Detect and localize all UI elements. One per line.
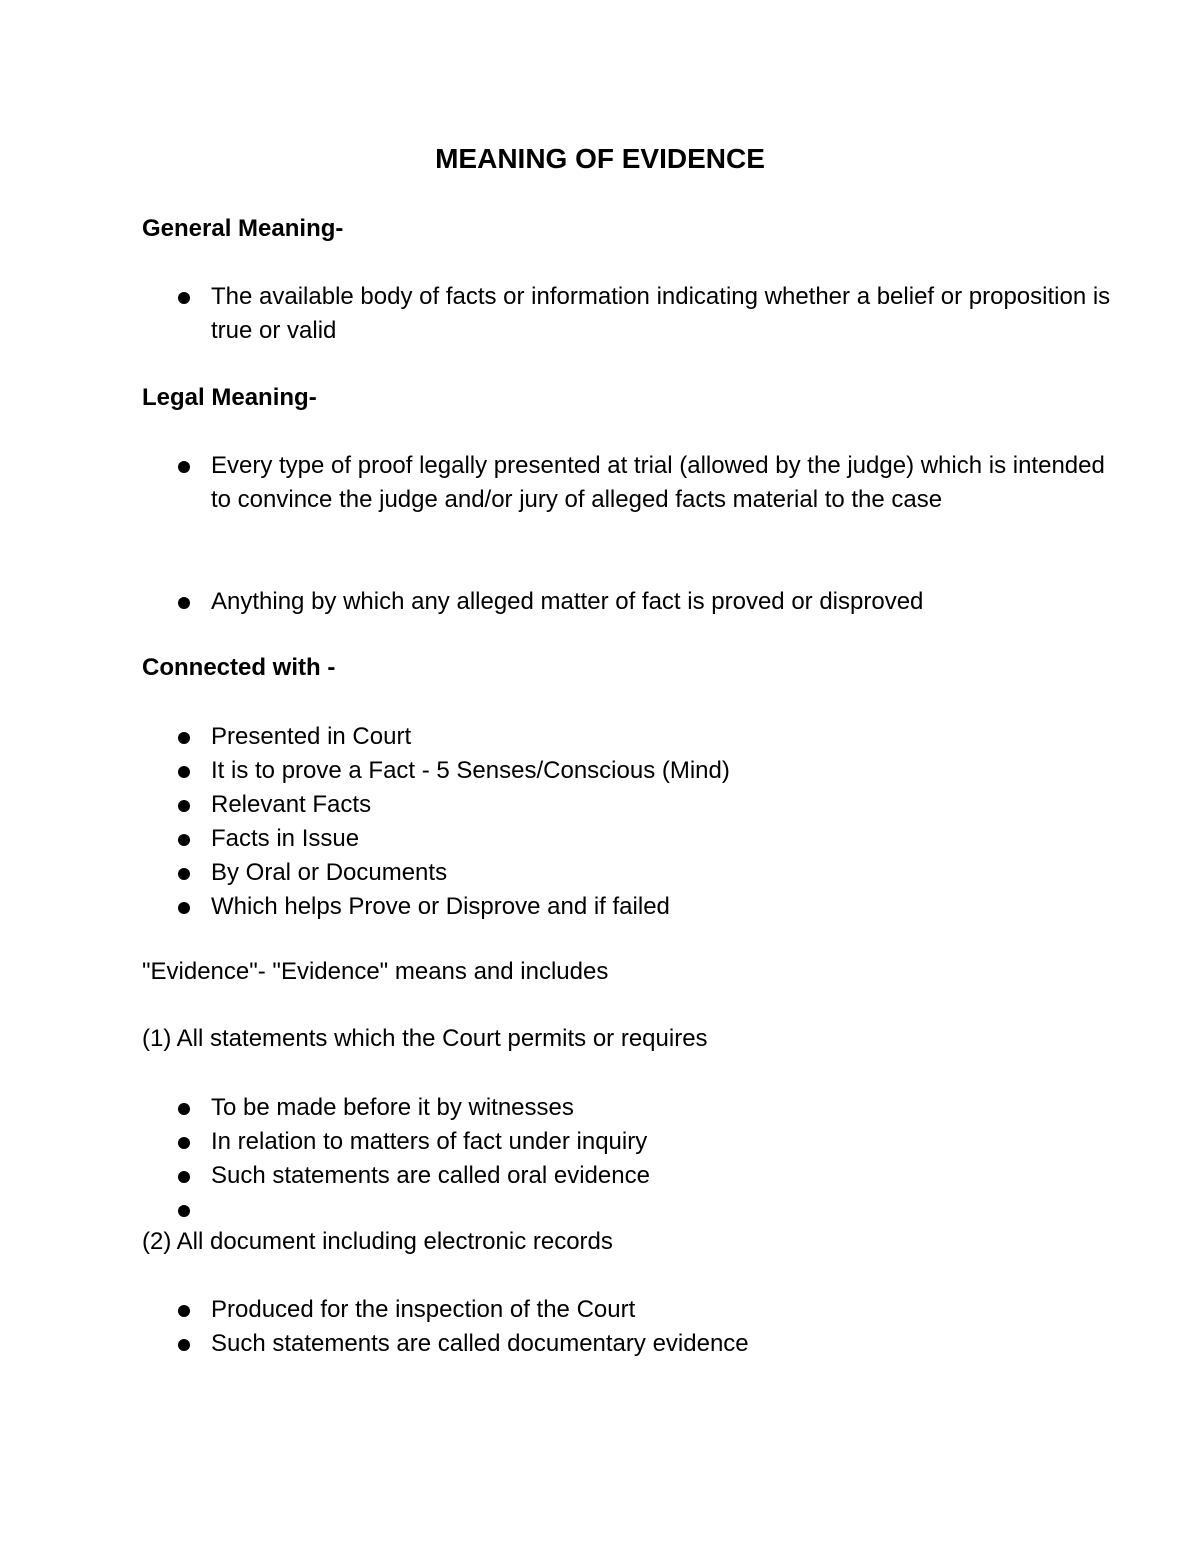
list-item: Presented in Court: [211, 723, 412, 750]
list-item: In relation to matters of fact under inquiry: [211, 1128, 648, 1155]
bullet-icon: [178, 292, 190, 304]
bullet-icon: [178, 1205, 190, 1217]
list-item: To be made before it by witnesses: [211, 1094, 574, 1121]
list-item: Produced for the inspection of the Court: [211, 1296, 636, 1323]
list-item: Such statements are called oral evidence: [211, 1162, 650, 1189]
definition-text: "Evidence"- "Evidence" means and includes: [142, 958, 609, 985]
page-title: MEANING OF EVIDENCE: [435, 143, 765, 174]
bullet-icon: [178, 732, 190, 744]
bullet-icon: [178, 868, 190, 880]
bullet-icon: [178, 1103, 190, 1115]
list-item: The available body of facts or information indicating whether a belief or proposition is true or valid: [211, 283, 1111, 344]
bullet-icon: [178, 1305, 190, 1317]
bullet-icon: [178, 1171, 190, 1183]
bullet-icon: [178, 766, 190, 778]
list-item: Which helps Prove or Disprove and if failed: [211, 893, 670, 920]
bullet-icon: [178, 597, 190, 609]
bullet-icon: [178, 461, 190, 473]
bullet-icon: [178, 1137, 190, 1149]
bullet-icon: [178, 1339, 190, 1351]
list-item: Such statements are called documentary evidence: [211, 1330, 749, 1357]
bullet-icon: [178, 800, 190, 812]
list-item: Facts in Issue: [211, 825, 360, 852]
clause-1-heading: (1) All statements which the Court permits or requires: [142, 1025, 708, 1052]
list-item: By Oral or Documents: [211, 859, 448, 886]
section-heading-general: General Meaning-: [142, 215, 344, 242]
clause-2-heading: (2) All document including electronic records: [142, 1228, 613, 1255]
list-item: Anything by which any alleged matter of fact is proved or disproved: [211, 588, 924, 615]
bullet-icon: [178, 834, 190, 846]
section-heading-legal: Legal Meaning-: [142, 384, 317, 411]
bullet-icon: [178, 902, 190, 914]
list-item: Relevant Facts: [211, 791, 372, 818]
section-heading-connected: Connected with -: [142, 654, 336, 681]
list-item: It is to prove a Fact - 5 Senses/Conscious (Mind): [211, 757, 730, 784]
list-item: Every type of proof legally presented at trial (allowed by the judge) which is intended to convince the judge and/or jury of alleged facts material to the case: [211, 452, 1105, 513]
